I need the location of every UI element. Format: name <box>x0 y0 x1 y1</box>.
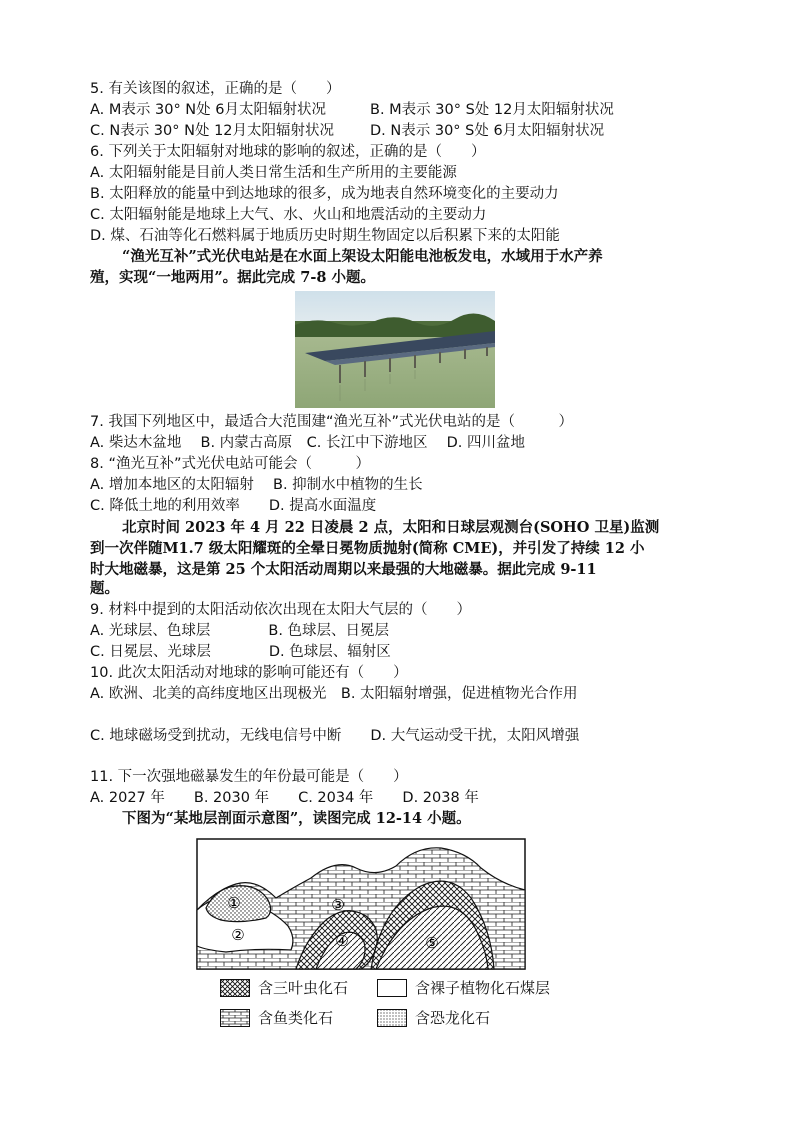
q6-option-a: A. 太阳辐射能是目前人类日常生活和生产所用的主要能源 <box>90 165 457 181</box>
legend-trilobite-label: 含三叶虫化石 <box>258 979 349 997</box>
passage1-line2: 殖，实现“一地两用”。据此完成 7-8 小题。 <box>90 269 375 286</box>
passage2-line1: 北京时间 2023 年 4 月 22 日凌晨 2 点，太阳和日球层观测台(SOHO 卫星)监测 <box>122 519 660 536</box>
legend-fish-label: 含鱼类化石 <box>258 1009 334 1027</box>
q6-stem: 6. 下列关于太阳辐射对地球的影响的叙述，正确的是（ ） <box>90 144 486 160</box>
q11-stem: 11. 下一次强地磁暴发生的年份最可能是（ ） <box>90 769 408 785</box>
q7-stem: 7. 我国下列地区中，最适合大范围建“渔光互补”式光伏电站的是（ ） <box>90 414 573 430</box>
q8-options-cd: C. 降低土地的利用效率 D. 提高水面温度 <box>90 498 377 514</box>
legend-fish <box>220 1007 333 1028</box>
legend-dinosaur <box>377 1007 490 1028</box>
solar-fishery-photo <box>295 291 495 408</box>
q8-options-ab: A. 增加本地区的太阳辐射 B. 抑制水中植物的生长 <box>90 477 423 493</box>
passage1-line1: “渔光互补”式光伏电站是在水面上架设太阳能电池板发电，水域用于水产养 <box>122 248 603 265</box>
q6-option-b: B. 太阳释放的能量中到达地球的很多，成为地表自然环境变化的主要动力 <box>90 186 559 202</box>
dotted-swatch <box>377 1009 407 1027</box>
crosshatch-swatch <box>220 979 250 997</box>
plain-swatch <box>377 979 407 997</box>
passage2-line3: 时大地磁暴，这是第 25 个太阳活动周期以来最强的大地磁暴。据此完成 9-11 <box>90 561 597 578</box>
label-2: ② <box>231 926 245 944</box>
passage3: 下图为“某地层剖面示意图”，读图完成 12-14 小题。 <box>122 810 471 827</box>
label-4: ④ <box>335 932 349 950</box>
q8-stem: 8. “渔光互补”式光伏电站可能会（ ） <box>90 456 370 472</box>
q10-options-ab: A. 欧洲、北美的高纬度地区出现极光 B. 太阳辐射增强，促进植物光合作用 <box>90 686 578 702</box>
label-3: ③ <box>331 896 345 914</box>
passage2-line2: 到一次伴随M1.7 级太阳耀斑的全晕日冕物质抛射(简称 CME)，并引发了持续 12 小 <box>90 540 645 557</box>
q11-options: A. 2027 年 B. 2030 年 C. 2034 年 D. 2038 年 <box>90 790 479 806</box>
legend-dinosaur-label: 含恐龙化石 <box>415 1009 491 1027</box>
legend-gymnosperm-label: 含裸子植物化石煤层 <box>415 979 551 997</box>
q5-stem: 5. 有关该图的叙述，正确的是（ ） <box>90 81 341 97</box>
stratum-profile-diagram <box>196 838 526 970</box>
q9-stem: 9. 材料中提到的太阳活动依次出现在太阳大气层的（ ） <box>90 602 471 618</box>
legend-trilobite <box>220 977 348 998</box>
q9-options-cd: C. 日冕层、光球层 D. 色球层、辐射区 <box>90 644 391 660</box>
diagram-legend <box>220 977 580 1037</box>
q5-option-a: A. M表示 30° N处 6月太阳辐射状况 <box>90 102 326 118</box>
label-1: ① <box>227 894 241 912</box>
q10-options-cd: C. 地球磁场受到扰动，无线电信号中断 D. 大气运动受干扰，太阳风增强 <box>90 728 580 744</box>
q6-option-d: D. 煤、石油等化石燃料属于地质历史时期生物固定以后积累下来的太阳能 <box>90 228 560 244</box>
legend-gymnosperm <box>377 977 550 998</box>
brick-swatch <box>220 1009 250 1027</box>
q5-option-b: B. M表示 30° S处 12月太阳辐射状况 <box>370 102 614 118</box>
q5-option-c: C. N表示 30° N处 12月太阳辐射状况 <box>90 123 335 139</box>
passage2-line4: 题。 <box>90 580 119 597</box>
q7-options: A. 柴达木盆地 B. 内蒙古高原 C. 长江中下游地区 D. 四川盆地 <box>90 435 525 451</box>
q6-option-c: C. 太阳辐射能是地球上大气、水、火山和地震活动的主要动力 <box>90 207 487 223</box>
q5-option-d: D. N表示 30° S处 6月太阳辐射状况 <box>370 123 605 139</box>
q9-options-ab: A. 光球层、色球层 B. 色球层、日冕层 <box>90 623 390 639</box>
label-5: ⑤ <box>425 934 439 952</box>
q10-stem: 10. 此次太阳活动对地球的影响可能还有（ ） <box>90 665 408 681</box>
